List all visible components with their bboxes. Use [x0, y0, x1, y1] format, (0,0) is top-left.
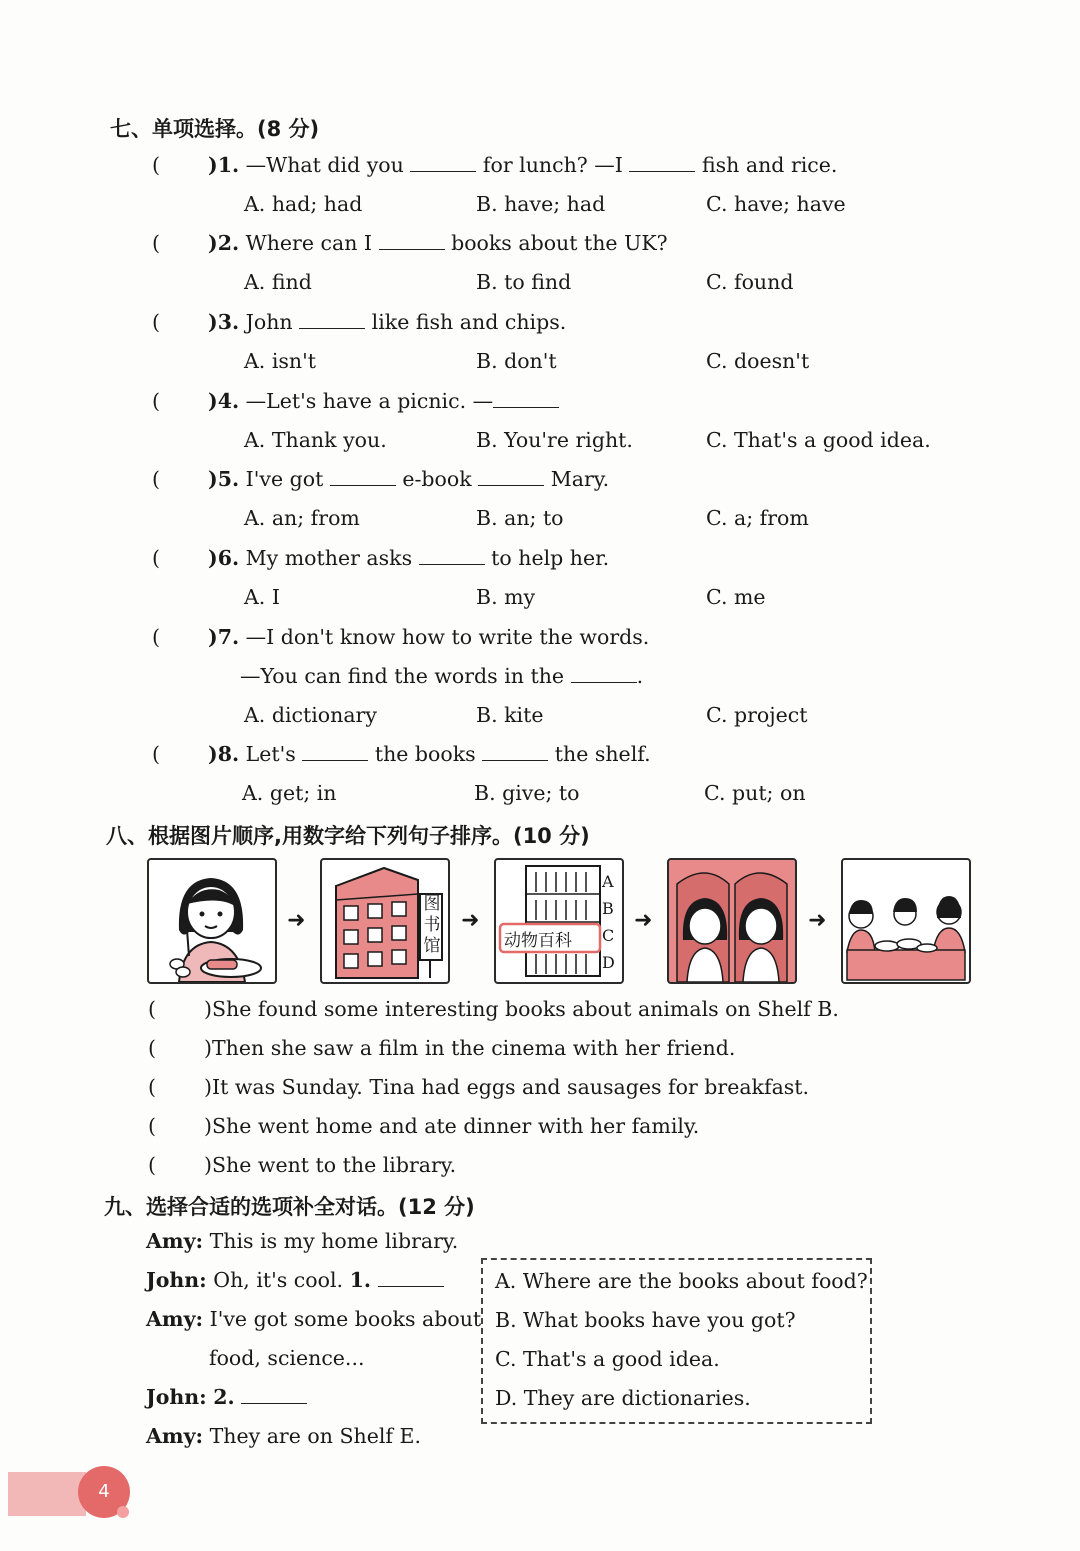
q6-option-b[interactable]: B. my: [476, 585, 536, 609]
dialogue-line-3: [146, 1307, 481, 1331]
shelf-letter: B: [602, 899, 614, 918]
q3-option-c[interactable]: C. doesn't: [706, 349, 810, 373]
q1-text-c: fish and rice.: [701, 153, 838, 177]
arrow-icon: ➜: [634, 908, 653, 933]
q7-text-c: .: [636, 664, 644, 688]
q5-number: )5.: [208, 467, 240, 491]
q4-text-a: —Let's have a picnic. —: [245, 389, 494, 413]
q4-option-b[interactable]: B. You're right.: [476, 428, 633, 452]
dialogue-option-d[interactable]: D. They are dictionaries.: [495, 1386, 751, 1410]
q6-option-c[interactable]: C. me: [706, 585, 766, 609]
q2-blank[interactable]: [379, 231, 445, 250]
question-4: [208, 389, 559, 413]
girl-breakfast-illustration: [149, 860, 275, 982]
section8-title: 八、根据图片顺序,用数字给下列句子排序。(10 分): [106, 824, 590, 848]
q4-number: )4.: [208, 389, 240, 413]
q5-option-a[interactable]: A. an; from: [244, 506, 360, 530]
dialogue-text: I've got some books about: [209, 1307, 482, 1331]
dialogue-option-b[interactable]: B. What books have you got?: [495, 1308, 796, 1332]
question-7-line2: [240, 664, 643, 688]
blank-number: 1.: [349, 1268, 371, 1292]
q6-text-b: to help her.: [491, 546, 610, 570]
sentence-paren[interactable]: (: [148, 1153, 156, 1177]
question-5: [208, 467, 609, 491]
page-dot: [117, 1506, 129, 1518]
q8-option-a[interactable]: A. get; in: [242, 781, 337, 805]
q6-blank[interactable]: [419, 546, 485, 565]
q4-paren[interactable]: (: [152, 389, 160, 413]
section7-title: 七、单项选择。(8 分): [110, 117, 320, 141]
shelf-letter: D: [602, 953, 615, 972]
sentence-paren[interactable]: (: [148, 1075, 156, 1099]
question-2: [208, 231, 668, 255]
q5-option-c[interactable]: C. a; from: [706, 506, 809, 530]
q7-text-b: —You can find the words in the: [240, 664, 565, 688]
speaker-name: John:: [146, 1385, 207, 1409]
arrow-icon: ➜: [461, 908, 480, 933]
q7-option-a[interactable]: A. dictionary: [244, 703, 377, 727]
picture-bookshelf: [494, 858, 624, 984]
cinema-illustration: [669, 860, 795, 982]
q1-option-a[interactable]: A. had; had: [244, 192, 363, 216]
q7-option-b[interactable]: B. kite: [476, 703, 544, 727]
dialogue-blank-1[interactable]: [378, 1268, 444, 1287]
speaker-name: Amy:: [146, 1307, 204, 1331]
dialogue-text: Oh, it's cool.: [213, 1268, 344, 1292]
q4-option-c[interactable]: C. That's a good idea.: [706, 428, 931, 452]
q8-number: )8.: [208, 742, 240, 766]
sentence-4: )She went home and ate dinner with her family.: [204, 1114, 700, 1138]
q8-text-a: Let's: [245, 742, 296, 766]
sentence-paren[interactable]: (: [148, 997, 156, 1021]
q3-text-b: like fish and chips.: [371, 310, 567, 334]
q6-number: )6.: [208, 546, 240, 570]
q3-text-a: John: [245, 310, 293, 334]
speaker-name: Amy:: [146, 1229, 204, 1253]
question-7: [208, 625, 649, 649]
q7-number: )7.: [208, 625, 240, 649]
q3-option-b[interactable]: B. don't: [476, 349, 557, 373]
question-8: [208, 742, 651, 766]
q5-text-a: I've got: [245, 467, 324, 491]
q2-option-c[interactable]: C. found: [706, 270, 794, 294]
q2-text-b: books about the UK?: [451, 231, 668, 255]
arrow-icon: ➜: [287, 908, 306, 933]
dialogue-line-5: [146, 1385, 307, 1409]
footer-bar: [8, 1472, 86, 1516]
q7-paren[interactable]: (: [152, 625, 160, 649]
picture-dinner: [841, 858, 971, 984]
q1-text-a: —What did you: [245, 153, 404, 177]
q2-paren[interactable]: (: [152, 231, 160, 255]
sentence-5: )She went to the library.: [204, 1153, 457, 1177]
q1-number: )1.: [208, 153, 240, 177]
page-number: 4: [78, 1466, 130, 1518]
dialogue-line-1: [146, 1229, 458, 1253]
q7-text-a: —I don't know how to write the words.: [245, 625, 650, 649]
q6-text-a: My mother asks: [245, 546, 413, 570]
shelf-letters: [602, 868, 615, 976]
speaker-name: John:: [146, 1268, 207, 1292]
question-1: [208, 153, 837, 177]
book-label: 动物百科: [504, 931, 572, 951]
dialogue-option-c[interactable]: C. That's a good idea.: [495, 1347, 720, 1371]
q7-blank[interactable]: [571, 664, 637, 683]
q6-option-a[interactable]: A. I: [244, 585, 280, 609]
dialogue-text: They are on Shelf E.: [209, 1424, 421, 1448]
dialogue-line-4: food, science...: [209, 1346, 365, 1370]
dialogue-line-2: [146, 1268, 444, 1292]
dialogue-blank-2[interactable]: [241, 1385, 307, 1404]
q5-text-c: Mary.: [550, 467, 610, 491]
q8-option-c[interactable]: C. put; on: [704, 781, 806, 805]
library-sign: 图书馆: [423, 894, 441, 956]
q1-blank-1[interactable]: [410, 153, 476, 172]
family-dinner-illustration: [843, 860, 969, 982]
q4-option-a[interactable]: A. Thank you.: [244, 428, 387, 452]
speaker-name: Amy:: [146, 1424, 204, 1448]
q3-option-a[interactable]: A. isn't: [244, 349, 316, 373]
sentence-3: )It was Sunday. Tina had eggs and sausages for breakfast.: [204, 1075, 810, 1099]
shelf-letter: A: [602, 872, 614, 891]
q8-paren[interactable]: (: [152, 742, 160, 766]
section9-title: 九、选择合适的选项补全对话。(12 分): [104, 1195, 475, 1219]
q6-paren[interactable]: (: [152, 546, 160, 570]
q8-blank-1[interactable]: [302, 742, 368, 761]
picture-breakfast: [147, 858, 277, 984]
arrow-icon: ➜: [808, 908, 827, 933]
q8-text-c: the shelf.: [554, 742, 651, 766]
q8-blank-2[interactable]: [482, 742, 548, 761]
q3-number: )3.: [208, 310, 240, 334]
dialogue-text: This is my home library.: [209, 1229, 459, 1253]
q5-blank-2[interactable]: [478, 467, 544, 486]
q3-blank[interactable]: [299, 310, 365, 329]
q5-paren[interactable]: (: [152, 467, 160, 491]
q1-text-b: for lunch? —I: [482, 153, 623, 177]
q2-option-a[interactable]: A. find: [244, 270, 312, 294]
q5-option-b[interactable]: B. an; to: [476, 506, 564, 530]
sentence-paren[interactable]: (: [148, 1036, 156, 1060]
q2-text-a: Where can I: [245, 231, 373, 255]
q2-number: )2.: [208, 231, 240, 255]
sentence-1: )She found some interesting books about animals on Shelf B.: [204, 997, 839, 1021]
q1-paren[interactable]: (: [152, 153, 160, 177]
picture-library: [320, 858, 450, 984]
blank-number: 2.: [213, 1385, 235, 1409]
q3-paren[interactable]: (: [152, 310, 160, 334]
sentence-2: )Then she saw a film in the cinema with her friend.: [204, 1036, 736, 1060]
q8-option-b[interactable]: B. give; to: [474, 781, 580, 805]
picture-cinema: [667, 858, 797, 984]
question-3: [208, 310, 566, 334]
q5-blank-1[interactable]: [330, 467, 396, 486]
q8-text-b: the books: [374, 742, 476, 766]
question-6: [208, 546, 609, 570]
q1-option-b[interactable]: B. have; had: [476, 192, 606, 216]
dialogue-line-6: [146, 1424, 421, 1448]
q1-option-c[interactable]: C. have; have: [706, 192, 846, 216]
dialogue-option-a[interactable]: A. Where are the books about food?: [495, 1269, 868, 1293]
shelf-letter: C: [602, 926, 615, 945]
q2-option-b[interactable]: B. to find: [476, 270, 572, 294]
sentence-paren[interactable]: (: [148, 1114, 156, 1138]
q5-text-b: e-book: [402, 467, 472, 491]
q4-blank[interactable]: [493, 389, 559, 408]
q7-option-c[interactable]: C. project: [706, 703, 808, 727]
q1-blank-2[interactable]: [629, 153, 695, 172]
